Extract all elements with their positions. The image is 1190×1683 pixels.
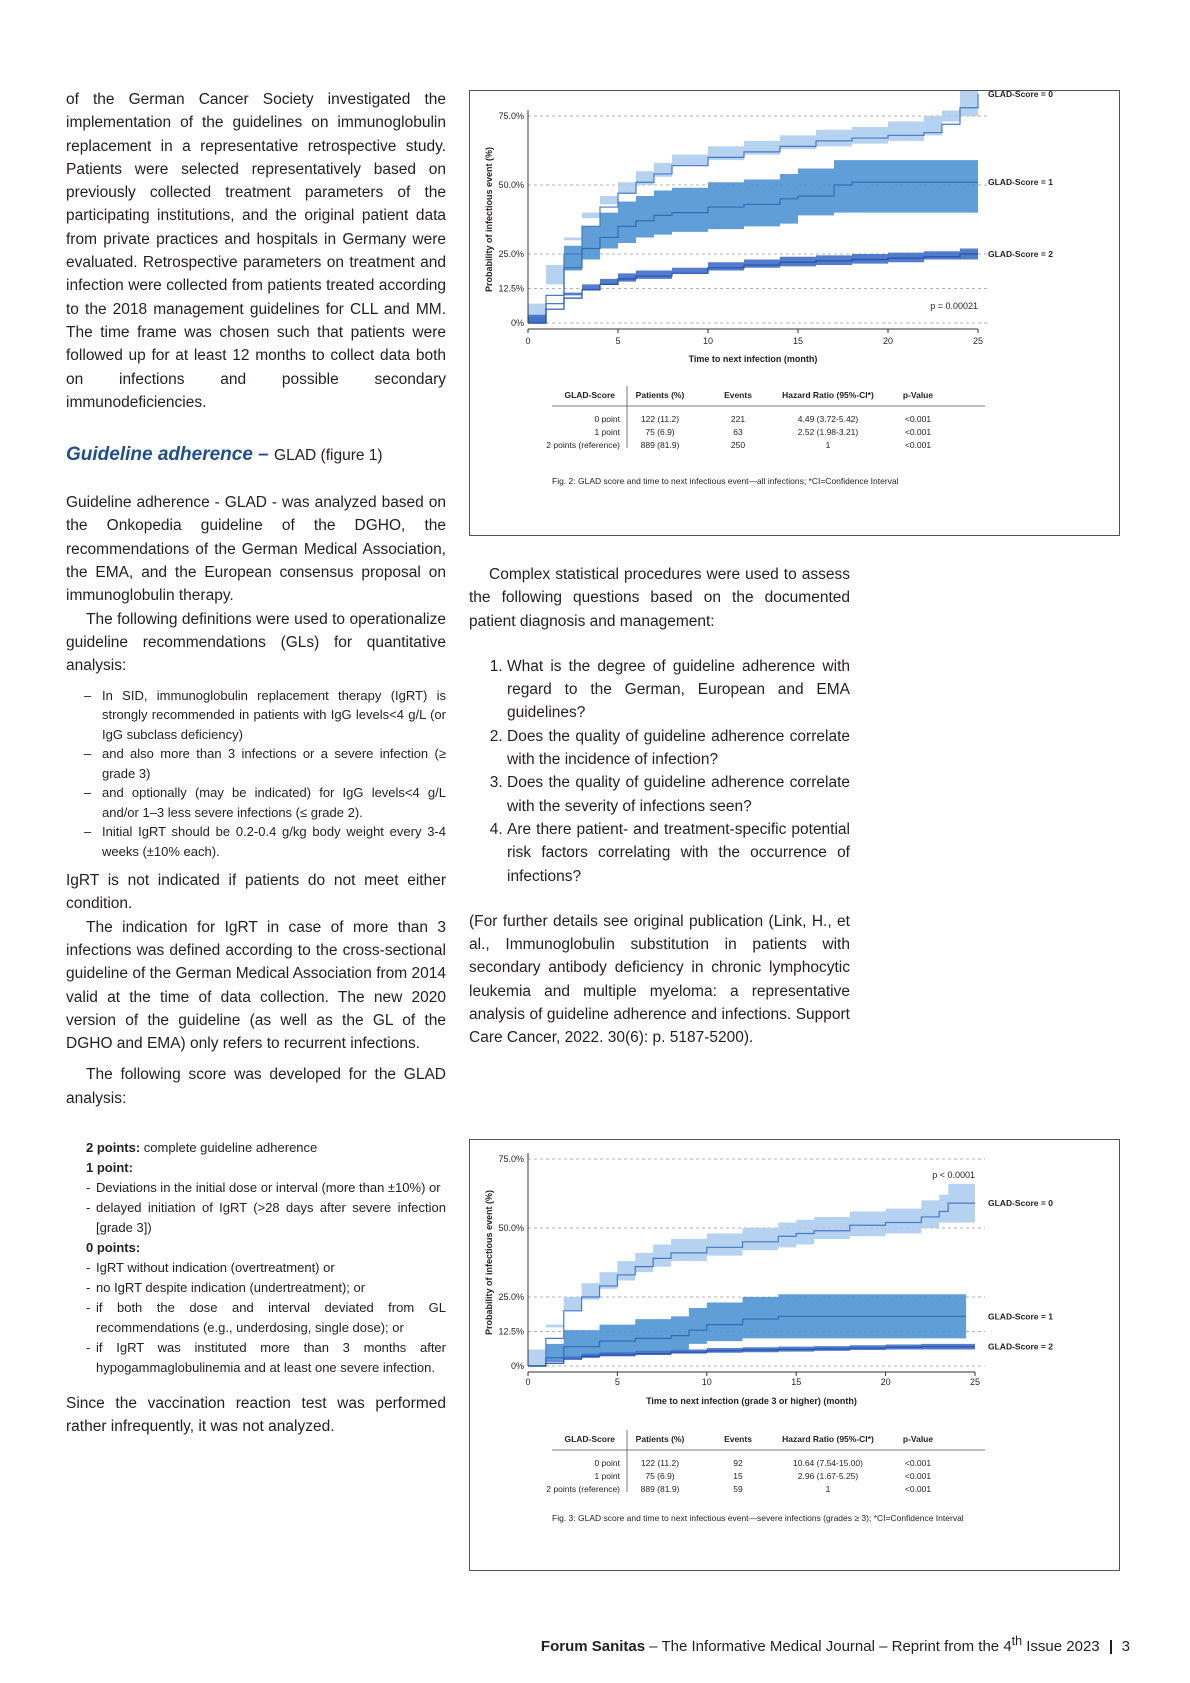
series-label: GLAD-Score = 1 — [988, 1311, 1053, 1322]
table-cell: 75 (6.9) — [645, 1471, 675, 1481]
y-tick-label: 75.0% — [498, 111, 524, 121]
series-label: GLAD-Score = 0 — [988, 1198, 1053, 1209]
series-label: GLAD-Score = 0 — [988, 91, 1053, 99]
list-item: – and optionally (may be indicated) for IgG levels<4 g/L and/or 1–3 less severe infections (≤ grade 2). — [66, 783, 446, 822]
section-heading — [66, 442, 446, 469]
table-cell: 1 point — [594, 427, 620, 437]
table-cell: <0.001 — [904, 440, 932, 450]
x-tick-label: 10 — [702, 336, 714, 346]
y-tick-label: 50.0% — [498, 180, 524, 190]
table-header: Events — [724, 1434, 752, 1444]
table-cell: 92 — [733, 1458, 743, 1468]
y-tick-label: 25.0% — [498, 1292, 524, 1302]
x-tick-label: 15 — [792, 336, 804, 346]
procedures-paragraph: Complex statistical procedures were used to assess the following questions based on the documented patient diagnosis and management: — [469, 566, 850, 630]
x-tick-label: 0 — [525, 1377, 531, 1387]
table-cell: 15 — [733, 1471, 743, 1481]
series-label: GLAD-Score = 1 — [988, 177, 1053, 188]
table-cell: 889 (81.9) — [640, 1484, 680, 1494]
series-label: GLAD-Score = 2 — [988, 249, 1053, 259]
x-axis-label: Time to next infection (grade 3 or higher) (month) — [646, 1396, 857, 1406]
y-tick-label: 75.0% — [498, 1154, 524, 1164]
definitions-list — [66, 686, 446, 862]
table-cell: 1 point — [594, 1471, 620, 1481]
table-header: Hazard Ratio (95%-CI*) — [782, 390, 874, 400]
y-tick-label: 25.0% — [498, 249, 524, 259]
footer-text: – The Informative Medical Journal – Reprint from the 4 — [645, 1638, 1012, 1655]
section-heading-title: Guideline adherence – — [66, 444, 269, 466]
table-cell: 2 points (reference) — [546, 1484, 620, 1494]
score-two — [86, 1138, 446, 1158]
table-cell: 75 (6.9) — [645, 427, 675, 437]
table-cell: 221 — [730, 414, 746, 424]
score-zero-item: - IgRT without indication (overtreatment) or — [86, 1258, 446, 1278]
x-tick-label: 10 — [701, 1377, 712, 1387]
details-paragraph: (For further details see original publication (Link, H., et al., Immunoglobulin substitution in patients with secondary antibody deficiency in chronic lymphocytic leukemia and multiple myeloma: a representative analysis of guideline adherence and infections. Support Care Cancer, 2022. 30(6): p. 5187-5200). — [469, 912, 850, 1047]
p-value-label: p = 0.00021 — [930, 301, 978, 311]
table-cell: 59 — [733, 1484, 743, 1494]
page-footer — [480, 1634, 1130, 1655]
score-zero-item: - if IgRT was instituted more than 3 months after hypogammaglobulinemia and at least one severe infection. — [86, 1338, 446, 1378]
vaccination-paragraph: Since the vaccination reaction test was performed rather infrequently, it was not analyzed. — [66, 1395, 446, 1436]
list-item: – and also more than 3 infections or a severe infection (≥ grade 3) — [66, 744, 446, 783]
x-axis-label: Time to next infection (month) — [688, 354, 818, 364]
question-item: 4. Are there patient- and treatment-specific potential risk factors correlating with the occurrence of infections? — [507, 818, 850, 888]
figure-caption: Fig. 3: GLAD score and time to next infectious event—severe infections (grades ≥ 3); *CI=Confidence Interval — [552, 1513, 964, 1523]
page-number: 3 — [1110, 1640, 1130, 1654]
confidence-band — [528, 160, 978, 323]
intro-paragraph: of the German Cancer Society investigated the implementation of the guidelines on immunoglobulin replacement in a representative retrospective study. Patients were selected representatively based on previously collected treatment parameters of the participating institutions, and the original patient data from private practices and hospitals in Germany were evaluated. Retrospective parameters on treatment and infection were collected from patients treated according to the 2018 management guidelines for CLL and MM. The time frame was chosen such that patients were followed up for at least 12 months to collect data both on infections and possible secondary immunodeficiencies. — [66, 91, 446, 411]
x-tick-label: 25 — [972, 336, 984, 346]
series-label: GLAD-Score = 2 — [988, 1341, 1053, 1352]
table-cell: <0.001 — [904, 1484, 932, 1494]
figure-2-chart — [470, 91, 1119, 535]
table-header: GLAD-Score — [564, 1434, 615, 1444]
p-value-label: p < 0.0001 — [932, 1170, 975, 1180]
table-cell: 2.52 (1.98-3.21) — [797, 427, 859, 437]
x-tick-label: 5 — [614, 1377, 620, 1387]
table-header: Hazard Ratio (95%-CI*) — [782, 1434, 874, 1444]
table-cell: <0.001 — [904, 427, 932, 437]
table-cell: <0.001 — [904, 414, 932, 424]
table-cell: <0.001 — [904, 1471, 932, 1481]
score-one-item: - delayed initiation of IgRT (>28 days after severe infection [grade 3]) — [86, 1198, 446, 1238]
table-cell: <0.001 — [904, 1458, 932, 1468]
x-tick-label: 20 — [882, 336, 894, 346]
x-tick-label: 25 — [969, 1377, 981, 1387]
journal-name: Forum Sanitas — [540, 1638, 646, 1655]
y-tick-label: 0% — [510, 318, 524, 328]
x-tick-label: 15 — [791, 1377, 802, 1387]
left-column — [66, 88, 446, 1439]
score-one-item: - Deviations in the initial dose or interval (more than ±10%) or — [86, 1178, 446, 1198]
score-zero-item: - if both the dose and interval deviated from GL recommendations (e.g., underdosing, single dose); or — [86, 1298, 446, 1338]
table-header: GLAD-Score — [564, 390, 615, 400]
x-tick-label: 0 — [525, 336, 531, 346]
x-tick-label: 5 — [615, 336, 621, 346]
table-cell: 122 (11.2) — [640, 1458, 680, 1468]
score-two-text: complete guideline adherence — [143, 1140, 318, 1155]
table-cell: 0 point — [594, 1458, 620, 1468]
list-item: – Initial IgRT should be 0.2-0.4 g/kg body weight every 3-4 weeks (±10% each). — [66, 822, 446, 861]
table-header: p-Value — [902, 390, 934, 400]
score-one-label: 1 point: — [86, 1160, 133, 1175]
table-header: p-Value — [902, 1434, 934, 1444]
footer-issue: Issue 2023 — [1022, 1638, 1100, 1655]
table-cell: 2.96 (1.67-5.25) — [797, 1471, 859, 1481]
table-cell: 1 — [825, 440, 831, 450]
x-tick-label: 20 — [880, 1377, 891, 1387]
figure-caption: Fig. 2: GLAD score and time to next infectious event—all infections; *CI=Confidence Interval — [552, 476, 899, 486]
y-tick-label: 0% — [510, 1361, 524, 1371]
table-cell: 250 — [730, 440, 746, 450]
indication-paragraph: The indication for IgRT in case of more than 3 infections was defined according to the cross-sectional guideline of the German Medical Association from 2014 valid at the time of data collection. The new 2020 version of the guideline (as well as the GL of the DGHO and EMA) only refers to recurrent infections. — [66, 918, 446, 1053]
table-cell: 0 point — [594, 414, 620, 424]
score-zero-item: - no IgRT despite indication (undertreatment); or — [86, 1278, 446, 1298]
table-cell: 2 points (reference) — [546, 440, 620, 450]
confidence-band — [528, 248, 978, 323]
table-header: Patients (%) — [635, 1434, 685, 1444]
table-cell: 4.49 (3.72-5.42) — [797, 414, 859, 424]
questions-list — [469, 655, 850, 888]
question-item: 2. Does the quality of guideline adherence correlate with the incidence of infection? — [507, 725, 850, 772]
score-two-label: 2 points: — [86, 1140, 141, 1155]
middle-column — [469, 563, 850, 1050]
definitions-paragraph: The following definitions were used to operationalize guideline recommendations (GLs) for quantitative analysis: — [66, 610, 446, 675]
section-heading-sub: GLAD (figure 1) — [274, 447, 383, 465]
footer-sup: th — [1011, 1634, 1023, 1648]
table-header: Patients (%) — [635, 390, 685, 400]
table-cell: 63 — [733, 427, 743, 437]
question-item: 1. What is the degree of guideline adherence with regard to the German, European and EMA guidelines? — [507, 655, 850, 725]
table-cell: 122 (11.2) — [640, 414, 680, 424]
figure-3-chart — [470, 1140, 1119, 1570]
y-tick-label: 12.5% — [498, 1326, 524, 1337]
y-axis-label: Probability of infectious event (%) — [484, 146, 494, 293]
table-cell: 1 — [825, 1484, 831, 1494]
figure-2 — [469, 90, 1120, 536]
y-tick-label: 12.5% — [498, 283, 524, 294]
question-item: 3. Does the quality of guideline adherence correlate with the severity of infections seen? — [507, 771, 850, 818]
not-indicated-paragraph: IgRT is not indicated if patients do not meet either condition. — [66, 872, 446, 913]
y-axis-label: Probability of infectious event (%) — [484, 1189, 494, 1336]
figure-3 — [469, 1139, 1120, 1571]
score-zero-label: 0 points: — [86, 1240, 141, 1255]
list-item: – In SID, immunoglobulin replacement therapy (IgRT) is strongly recommended in patients with IgG levels<4 g/L (or IgG subclass deficiency) — [66, 686, 446, 745]
score-intro-paragraph: The following score was developed for the GLAD analysis: — [66, 1066, 446, 1107]
glad-score-definition — [66, 1138, 446, 1378]
table-cell: 10.64 (7.54-15.00) — [793, 1458, 863, 1468]
glad-paragraph: Guideline adherence - GLAD - was analyzed based on the Onkopedia guideline of the DGHO, the recommendations of the German Medical Association, the EMA, and the European consensus proposal on immunoglobulin therapy. — [66, 494, 446, 605]
y-tick-label: 50.0% — [498, 1223, 524, 1233]
table-cell: 889 (81.9) — [640, 440, 680, 450]
table-header: Events — [724, 390, 752, 400]
